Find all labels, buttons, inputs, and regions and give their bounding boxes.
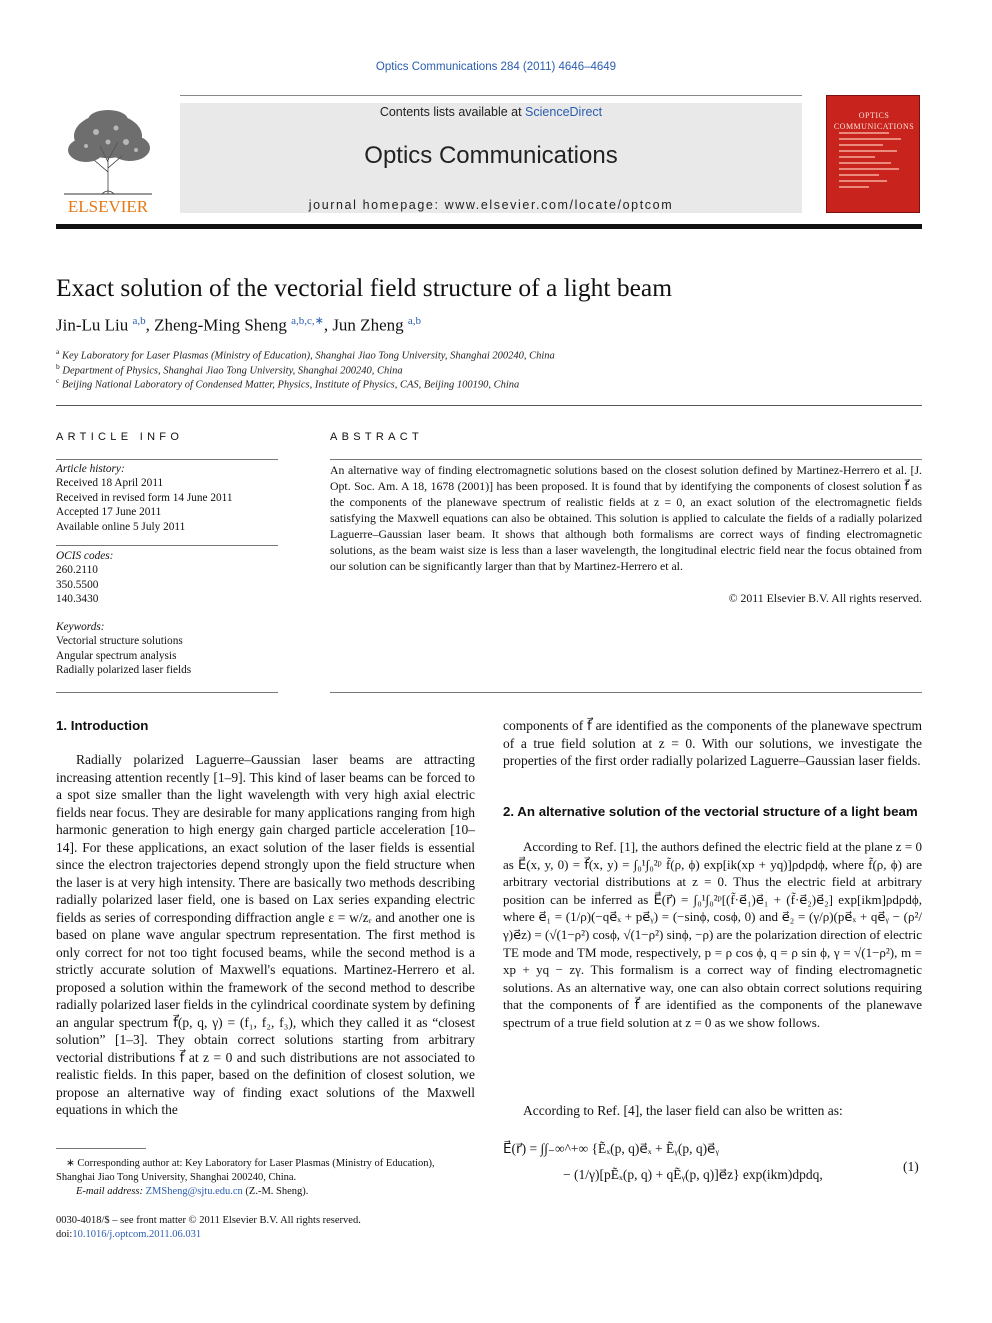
email-label: E-mail address: (76, 1186, 146, 1197)
equation-1 (503, 1136, 922, 1188)
affiliation (56, 362, 403, 377)
email-suffix: (Z.-M. Sheng). (242, 1186, 309, 1197)
copyright-notice: © 2011 Elsevier B.V. All rights reserved. (728, 591, 922, 605)
doi-link[interactable]: 10.1016/j.optcom.2011.06.031 (72, 1229, 202, 1240)
corresponding-author-footnote: ∗ Corresponding author at: Key Laboratory for Laser Plasmas (Ministry of Education), Shanghai Jiao Tong University, Shanghai 200240, China. (56, 1158, 435, 1183)
history-item: Received 18 April 2011 (56, 477, 164, 490)
section2-paragraph-b: According to Ref. [4], the laser field can also be written as: (523, 1103, 843, 1118)
author-name[interactable]: Jun Zheng (332, 315, 404, 335)
author-name[interactable]: Zheng-Ming Sheng (154, 315, 287, 335)
history-item: Accepted 17 June 2011 (56, 506, 162, 519)
affiliation (56, 376, 519, 391)
divider (56, 459, 278, 460)
author-affiliation-mark[interactable]: a,b (132, 315, 146, 327)
introduction-paragraph-continued: components of f⃗ are identified as the components of the planewave spectrum of a true field solution at z = 0. With our solutions, we investigate the properties of the first order radially polarized Laguerre–Gaussian laser fields. (503, 718, 922, 768)
article-history-label: Article history: (56, 463, 125, 475)
header-thick-rule (56, 224, 922, 229)
sciencedirect-link[interactable]: ScienceDirect (525, 105, 603, 119)
front-matter-line: 0030-4018/$ – see front matter © 2011 Elsevier B.V. All rights reserved. (56, 1215, 361, 1226)
journal-name: Optics Communications (364, 142, 618, 169)
keyword: Vectorial structure solutions (56, 635, 183, 648)
article-history (56, 462, 233, 534)
affiliation-mark: b (56, 362, 60, 371)
elsevier-logo[interactable] (56, 102, 160, 214)
elsevier-tree-icon (56, 102, 160, 214)
equation-number: (1) (903, 1159, 919, 1174)
doi-line (56, 1228, 201, 1242)
keywords-label: Keywords: (56, 621, 105, 633)
ocis-code: 140.3430 (56, 593, 99, 606)
author-affiliation-mark[interactable]: a,b (407, 315, 421, 327)
author-affiliation-mark[interactable]: a,b,c,∗ (291, 315, 324, 327)
section-heading-introduction: 1. Introduction (56, 718, 149, 733)
journal-citation-link[interactable]: Optics Communications 284 (2011) 4646–4649 (375, 61, 617, 73)
contents-prefix: Contents lists available at (379, 105, 526, 119)
affiliation-mark: a (56, 347, 60, 356)
section-heading-alternative-solution: 2. An alternative solution of the vectorial structure of a light beam (503, 804, 918, 819)
history-item: Available online 5 July 2011 (56, 520, 186, 533)
article-info-heading: ARTICLE INFO (56, 431, 184, 443)
author-list: Jin-Lu Liu $^{a,b}$, Zheng-Ming Sheng $^{a,b,c,∗}$, Jun Zheng $^{a,b}$ (56, 315, 421, 335)
email-link[interactable]: ZMSheng@sjtu.edu.cn (145, 1186, 243, 1197)
contents-line (180, 105, 802, 119)
footnote-rule (56, 1148, 146, 1149)
cover-text-lines-icon (839, 128, 909, 208)
divider (56, 545, 278, 546)
keyword: Radially polarized laser fields (56, 664, 192, 677)
divider (330, 459, 922, 460)
divider (56, 405, 922, 406)
email-footnote (76, 1185, 308, 1199)
section2-paragraph: According to Ref. [1], the authors defined the electric field at the plane z = 0 as E⃗(x, y, 0) = f⃗(x, y) = ∫₀¹∫₀²ᵖ f̃(ρ, ϕ) exp[ik(xp + yq)]ρdρdϕ, where f̃(ρ, ϕ) are arbitrary vectorial distributions at z = 0. Thus the electric field at arbitrary position can be inferred as E⃗(r⃗) = ∫₀¹∫₀²ᵖ[(f̃·e⃗₁)e⃗₁ + (f̃·e⃗₂)e⃗₂] exp[ikm]ρdρdϕ, where e⃗₁ = (1/ρ)(−qe⃗ₓ + pe⃗ᵧ) = (−sinϕ, cosϕ, 0) and e⃗₂ = (γ/ρ)(pe⃗ₓ + qe⃗ᵧ − (ρ²/γ)e⃗z) = (√(1−ρ²) cosϕ, √(1−ρ²) sinϕ, −ρ) are the polarization direction of electric TE mode and TM mode, respectively, p = ρ cos ϕ, q = ρ sin ϕ, γ = √(1−ρ²), m = xp + yq − zγ. This formalism is a correct way of finding electromagnetic solutions. As an alternative way, one can also obtain correct solutions requiring that the components of f⃗ are identified as the components of the planewave spectrum of a true field solution at z = 0 as we show follows. (503, 839, 922, 1030)
abstract-heading: ABSTRACT (330, 431, 424, 443)
abstract-text: An alternative way of finding electromagnetic solutions based on the closest solution defined by Martinez-Herrero et al. [J. Opt. Soc. Am. A 18, 1678 (2001)] has been proposed. It is found that by identifying the components of closest solution f⃗ as the components of the planewave spectrum of realistic fields at z = 0, an exact solution of the electromagnetic fields satisfying the Maxwell equations can also be obtained. This solution is applied to calculate the fields of a radially polarized Laguerre–Gaussian laser beam. It shows that although both formalisms are correct ways of finding electromagnetic solutions, as the beam waist size is less than a laser wavelength, the longitudinal electric field near the focus obtained from our solution can be significantly larger than that by Martinez-Herrero et al. (330, 463, 922, 573)
divider (330, 692, 922, 693)
keyword: Angular spectrum analysis (56, 649, 177, 662)
journal-homepage-link[interactable]: journal homepage: www.elsevier.com/locate/optcom (308, 198, 674, 212)
affiliation-text: Beijing National Laboratory of Condensed Matter, Physics, Institute of Physics, CAS, Beijing 100190, China (61, 379, 520, 391)
affiliation (56, 347, 555, 362)
equation-line: − (1/γ)[pẼₓ(p, q) + qẼᵧ(p, q)]e⃗z} exp(ikm)dpdq, (563, 1167, 823, 1182)
article-title: Exact solution of the vectorial field structure of a light beam (56, 273, 673, 302)
ocis-label: OCIS codes: (56, 550, 114, 562)
author-name[interactable]: Jin-Lu Liu (56, 315, 129, 335)
equation-line: E⃗(r⃗) = ∫∫₋∞^+∞ {Ẽₓ(p, q)e⃗ₓ + Ẽᵧ(p, q)e⃗ᵧ (503, 1141, 719, 1156)
header-top-rule (180, 95, 802, 96)
ocis-code: 260.2110 (56, 564, 98, 577)
journal-cover-thumbnail[interactable] (826, 95, 920, 213)
elsevier-wordmark: ELSEVIER (67, 197, 149, 214)
doi-label: doi: (56, 1229, 73, 1240)
affiliation-mark: c (56, 376, 60, 385)
affiliation-text: Key Laboratory for Laser Plasmas (Ministry of Education), Shanghai Jiao Tong University, Shanghai 200240, China (61, 350, 555, 362)
ocis-code: 350.5500 (56, 578, 99, 591)
cover-title: OPTICS COMMUNICATIONS (833, 111, 915, 131)
introduction-paragraph: Radially polarized Laguerre–Gaussian laser beams are attracting increasing attention recently [1–9]. This kind of laser beams can be forced to a spot size smaller than the light wavelength with very high axial electric fields near focus. They are desirable for many applications ranging from high harmonic generation to high energy gain charged particle acceleration [10–14]. For these applications, an exact solution of the laser fields is essential since the electron trajectories depend strongly upon the field structure when the laser is at very high intensity. There are basically two methods describing radially polarized laser field, one is based on Lax series expanding electric fields as series of corresponding diffraction angle ε = w/zᵣ and another one is based on plane wave angular spectrum representation. The first method is only correct for not too tight focused beams, while the second method is a strictly accurate solution of Maxwell's equations. Martinez-Herrero et al. proposed a solution within the framework of the second method to describe radially polarized laser fields in the cylindrical coordinate system by defining an angular spectrum f⃗(p, q, γ) = (f₁, f₂, f₃), which they called it as “closest solution” [1–3]. They obtain correct solutions starting from arbitrary vectorial distributions f⃗ at z = 0 and such distributions are not associated to realistic fields. In this paper, based on the definition of closest solution, we propose an alternative way of finding exact solutions of the Maxwell equations in which the (56, 752, 475, 1117)
affiliation-text: Department of Physics, Shanghai Jiao Tong University, Shanghai 200240, China (62, 365, 403, 377)
ocis-codes (56, 549, 113, 607)
divider (56, 692, 278, 693)
keywords (56, 620, 191, 678)
history-item: Received in revised form 14 June 2011 (56, 491, 233, 504)
